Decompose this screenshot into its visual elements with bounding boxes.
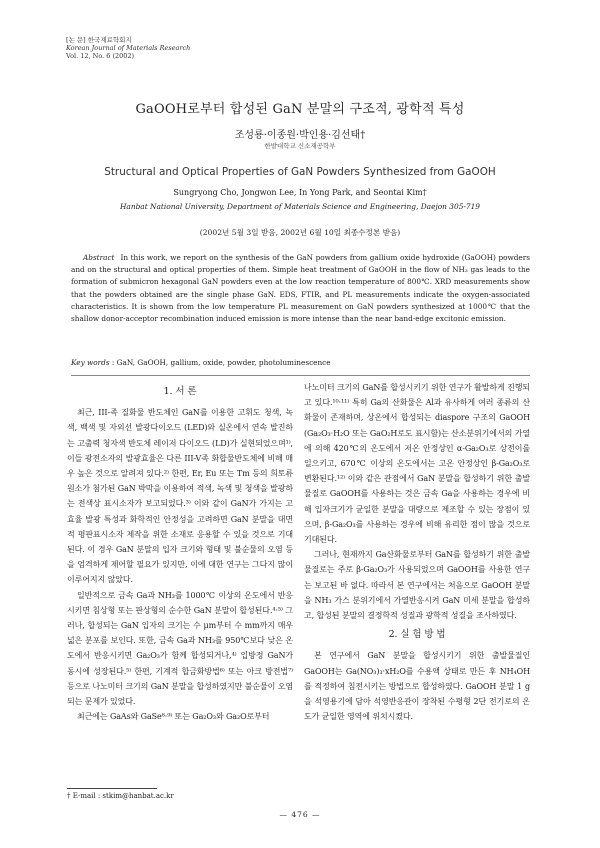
keywords-text: GaN, GaOOH, gallium, oxide, powder, photoluminescence (116, 358, 331, 367)
abstract-text: In this work, we report on the synthesis of the GaN powders from gallium oxide hydroxide (GaOOH) powders and on the structural and optical properties of them. Simple heat treatment of GaOOH in the flow of NH₃ gas leads to the formation of submicron hexagonal GaN powders even at the low reaction temperature of 800℃. XRD measurements show that the powders obtained are the single phase GaN. EDS, FTIR, and PL measurements indicate the oxygen-associated characteristics. It is shown from the low temperature PL measurement on GaN powders synthesized at 1000℃ that the shallow donor-acceptor recombination induced emission is more intense than the near band-edge excitonic emission. (71, 253, 530, 324)
paragraph: 나노미터 크기의 GaN를 합성시키기 위한 연구가 활발하게 진행되고 있다.¹⁰·¹¹⁾ 특히 Ga의 산화물은 Al과 유사하게 여러 종류의 산화물이 존재하며, 상온에서 합성되는 diaspore 구조의 GaOOH (Ga₂O₃·H₂O 또는 GaO₂H로도 표시함)는 산소분위기에서의 가열에 의해 420℃의 온도에서 저온 안정상인 α-Ga₂O₃로 상전이를 일으키고, 670℃ 이상의 온도에서는 고온 안정상인 β-Ga₂O₃로 변환된다.¹²⁾ 이와 같은 관점에서 GaN 분말을 합성하기 위한 출발물질로 GaOOH를 사용하는 것은 금속 Ga을 사용하는 경우에 비해 입자크기가 균일한 분말을 대량으로 제조할 수 있는 장점이 있으며, β-Ga₂O₃를 사용하는 경우에 비해 유리한 점이 많을 것으로 기대된다. (304, 383, 530, 545)
paper-title-korean: GaOOH로부터 합성된 GaN 분말의 구조적, 광학적 특성 (135, 102, 465, 117)
page-number: — 476 — (279, 810, 321, 819)
body-column-right (304, 380, 530, 724)
paragraph: 본 연구에서 GaN 분말을 합성시키기 위한 출발물질인 GaOOH는 Ga(NO₃)₃·xH₂O를 수용액 상태로 만든 후 NH₄OH를 적정하여 침전시키는 방법으로 합성하였다. GaOOH 분말 1 g을 석영용기에 담아 석영반응관이 장착된 수평형 2단 전기로의 온도가 균일한 영역에 위치시켰다. (304, 651, 530, 722)
affiliation-english: Hanbat National University, Department of Materials Science and Engineering, Daejon 305-719 (119, 202, 481, 211)
journal-category: [논 문] 한국재료학회지 (66, 36, 132, 44)
section-title-introduction: 1. 서 론 (163, 386, 197, 397)
received-dates: (2002년 5월 3일 받음, 2002년 6월 10일 최종수정본 받음) (199, 228, 401, 237)
journal-name-en: Korean Journal of Materials Research (66, 44, 191, 52)
paragraph: 최근, III-족 질화물 반도체인 GaN를 이용한 고휘도 청색, 녹색, 백색 및 자외선 발광다이오드 (LED)와 실온에서 연속 발진하는 고출력 청자색 반도체 레이저 다이오드 (LD)가 실현되었으며¹⁾, 이들 광전소자의 발광효율은 다른 III-V족 화합물반도체에 비해 매우 높은 것으로 알려져 있다.²⁾ 한편, Er, Eu 또는 Tm 등의 희토류 원소가 첨가된 GaN 박막을 이용하여 적색, 녹색 및 청색을 발광하는 전색상 표시소자가 보고되었다.³⁾ 이와 같이 GaN가 가지는 고효율 발광 특성과 화학적인 안정성을 고려하면 GaN 분말을 대면적 평판표시소자 제작을 위한 소재로 응용할 수 있을 것으로 기대된다. 이 경우 GaN 분말의 입자 크기와 형태 및 불순물의 오염 등을 엄격하게 제어할 필요가 있지만, 이에 대한 연구는 그다지 많이 이루어지지 않았다. (67, 408, 293, 585)
footnote-email: † E-mail : stkim@hanbat.ac.kr (67, 792, 174, 800)
body-column-left (67, 380, 293, 724)
footnote-divider (67, 788, 157, 789)
abstract-label: Abstract (83, 253, 115, 262)
keywords-label: Key words (71, 358, 110, 367)
journal-volume: Vol. 12, No. 6 (2002) (66, 52, 135, 60)
authors-korean: 조성룡·이종원·박인용·김선태† (234, 130, 366, 141)
affiliation-korean: 한밭대학교 신소재공학부 (264, 142, 336, 150)
keywords-divider (71, 375, 530, 376)
authors-english: Sungryong Cho, Jongwon Lee, In Yong Park, and Seontai Kim† (173, 188, 427, 197)
paragraph: 최근에는 GaAs와 GaSe⁸·⁹⁾ 또는 Ga₂O₃와 Ga₂O로부터 (77, 712, 270, 722)
journal-header (66, 36, 190, 60)
paper-title-english: Structural and Optical Properties of GaN Powders Synthesized from GaOOH (104, 166, 496, 178)
paragraph: 일반적으로 금속 Ga과 NH₃를 1000℃ 이상의 온도에서 반응시키면 침상형 또는 판상형의 순수한 GaN 분말이 합성된다.⁴·⁵⁾ 그러나, 합성되는 GaN 입자의 크기는 수 μm부터 수 mm까지 매우 넓은 분포를 보인다. 또한, 금속 Ga과 NH₃를 950℃보다 낮은 온도에서 반응시키면 Ga₂O₃가 함께 합성되거나,⁴⁾ 입방정 GaN가 동시에 성장된다.⁵⁾ 한편, 기계적 합금화방법⁶⁾ 또는 아크 방전법⁷⁾ 등으로 나노미터 크기의 GaN 분말을 합성하였지만 불순물이 오염되는 문제가 있었다. (67, 590, 293, 707)
keywords: Key words : GaN, GaOOH, gallium, oxide, powder, photoluminescence (71, 358, 331, 367)
abstract (71, 252, 530, 325)
section-title-experimental: 2. 실 험 방 법 (388, 629, 446, 641)
paragraph: 그러나, 현재까지 Ga산화물로부터 GaN를 합성하기 위한 출발물질로는 주로 β-Ga₂O₃가 사용되었으며 GaOOH를 사용한 연구는 보고된 바 없다. 따라서 본 연구에서는 처음으로 GaOOH 분말을 NH₃ 가스 분위기에서 가열반응시켜 GaN 미세 분말을 합성하고, 합성된 분말의 결정학적 성질과 광학적 성질을 조사하였다. (304, 550, 530, 621)
